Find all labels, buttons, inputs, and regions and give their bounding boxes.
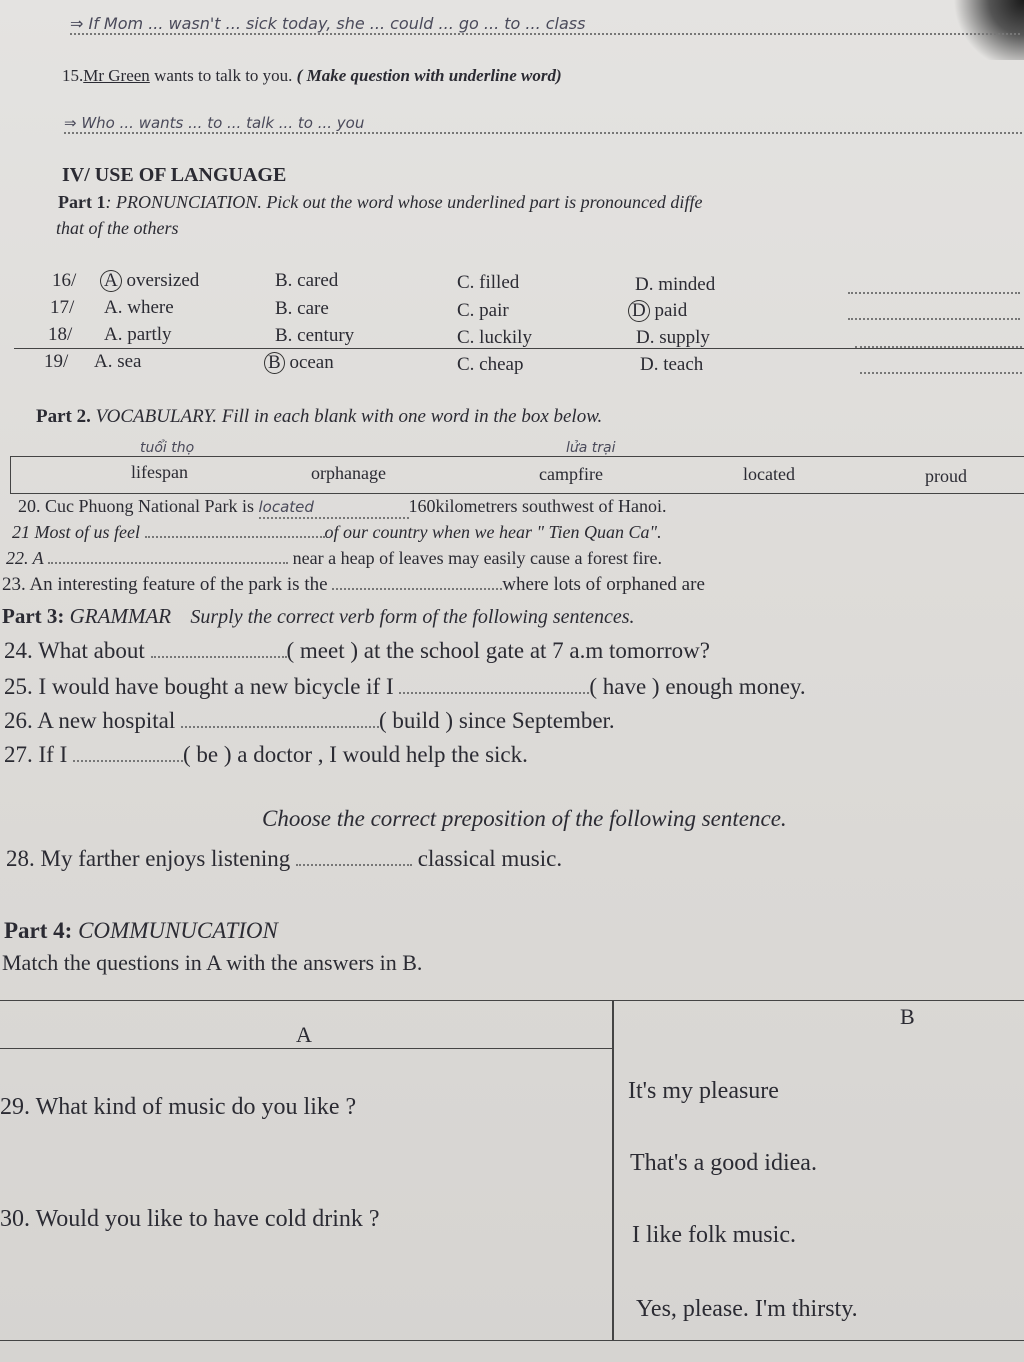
q15-answer: ⇒ Who ... wants ... to ... talk ... to ... you (64, 114, 1022, 134)
q26: 26. A new hospital ( build ) since September. (4, 708, 615, 733)
answer-circle: D (628, 300, 650, 322)
q29: 29. What kind of music do you like ? (0, 1094, 357, 1120)
table-header-line (0, 1048, 612, 1049)
column-a-header: A (296, 1022, 312, 1047)
q21: 21 Most of us feel of our country when we hear " Tien Quan Ca". (12, 522, 662, 542)
row-18-c: C. luckily (457, 327, 532, 348)
q14-answer: ⇒ If Mom ... wasn't ... sick today, she ... could ... go ... to ... class (70, 14, 1020, 35)
part4-instruction: Match the questions in A with the answers in B. (2, 950, 423, 975)
row-17-d: D paid (628, 300, 687, 322)
table-bottom-line (0, 1340, 1024, 1341)
table-column-divider (612, 1000, 614, 1340)
row-19-blank (860, 372, 1022, 374)
q22: 22. A near a heap of leaves may easily cause a forest fire. (6, 548, 662, 568)
row-17-num: 17/ (50, 297, 75, 318)
handwriting-note-1: tuổi thọ (140, 440, 195, 456)
q23: 23. An interesting feature of the park is the where lots of orphaned are (2, 574, 705, 595)
part4-title: Part 4: COMMUNUCATION (4, 918, 278, 943)
row-19-num: 19/ (44, 351, 69, 372)
q30: 30. Would you like to have cold drink ? (0, 1206, 380, 1232)
row-16-a: A oversized (100, 270, 199, 292)
part3-title: Part 3: GRAMMAR Surply the correct verb form of the following sentences. (2, 604, 635, 628)
row-18-d: D. supply (636, 327, 710, 348)
row-18-num: 18/ (48, 324, 73, 345)
row-16-b: B. cared (275, 270, 339, 291)
row-19-b: B ocean (264, 352, 334, 374)
word-box-item: proud (925, 466, 967, 486)
part2-title: Part 2. VOCABULARY. Fill in each blank with one word in the box below. (36, 406, 603, 427)
divider-line (14, 348, 1024, 349)
row-19-a: A. sea (94, 351, 142, 372)
q20: 20. Cuc Phuong National Park is located 160kilometrers southwest of Hanoi. (18, 496, 666, 519)
row-17-blank (848, 318, 1020, 320)
answer-b-2: That's a good idiea. (630, 1150, 817, 1176)
row-18-a: A. partly (104, 324, 172, 345)
row-17-b: B. care (275, 298, 329, 319)
row-16-blank (848, 292, 1020, 294)
q25: 25. I would have bought a new bicycle if I ( have ) enough money. (4, 674, 806, 699)
row-18-b: B. century (275, 325, 355, 346)
q24: 24. What about ( meet ) at the school gate at 7 a.m tomorrow? (4, 638, 710, 663)
part1-instruction-2: that of the others (56, 218, 179, 238)
word-box-item: located (743, 464, 795, 484)
word-box (10, 456, 1024, 494)
row-16-d: D. minded (635, 274, 716, 295)
answer-b-3: I like folk music. (632, 1222, 796, 1248)
part1-instruction: Part 1: PRONUNCIATION. Pick out the word whose underlined part is pronounced diffe (58, 192, 703, 212)
word-box-item: orphanage (311, 463, 386, 483)
row-16-c: C. filled (457, 272, 520, 293)
q20-answer: located (258, 498, 314, 516)
answer-b-1: It's my pleasure (628, 1078, 779, 1104)
word-box-item: campfire (539, 464, 603, 484)
row-19-d: D. teach (640, 354, 704, 375)
word-box-item: lifespan (131, 462, 188, 482)
table-top-line (0, 1000, 1024, 1001)
handwriting-note-2: lửa trại (566, 440, 616, 456)
section-title: IV/ USE OF LANGUAGE (62, 164, 287, 186)
row-17-a: A. where (104, 297, 174, 318)
answer-b-4: Yes, please. I'm thirsty. (636, 1296, 858, 1322)
q27: 27. If I ( be ) a doctor , I would help the sick. (4, 742, 528, 767)
row-19-c: C. cheap (457, 354, 524, 375)
q15-subject: Mr Green (83, 66, 150, 85)
row-17-c: C. pair (457, 300, 509, 321)
q28: 28. My farther enjoys listening classical music. (6, 846, 563, 871)
q15: 15.Mr Green wants to talk to you. ( Make question with underline word) (62, 66, 562, 85)
row-16-num: 16/ (52, 270, 77, 291)
answer-circle: A (100, 270, 122, 292)
q15-instruction: ( Make question with underline word) (296, 66, 562, 85)
answer-circle: B (264, 352, 285, 374)
prep-instruction: Choose the correct preposition of the following sentence. (262, 806, 787, 831)
column-b-header: B (900, 1004, 915, 1029)
